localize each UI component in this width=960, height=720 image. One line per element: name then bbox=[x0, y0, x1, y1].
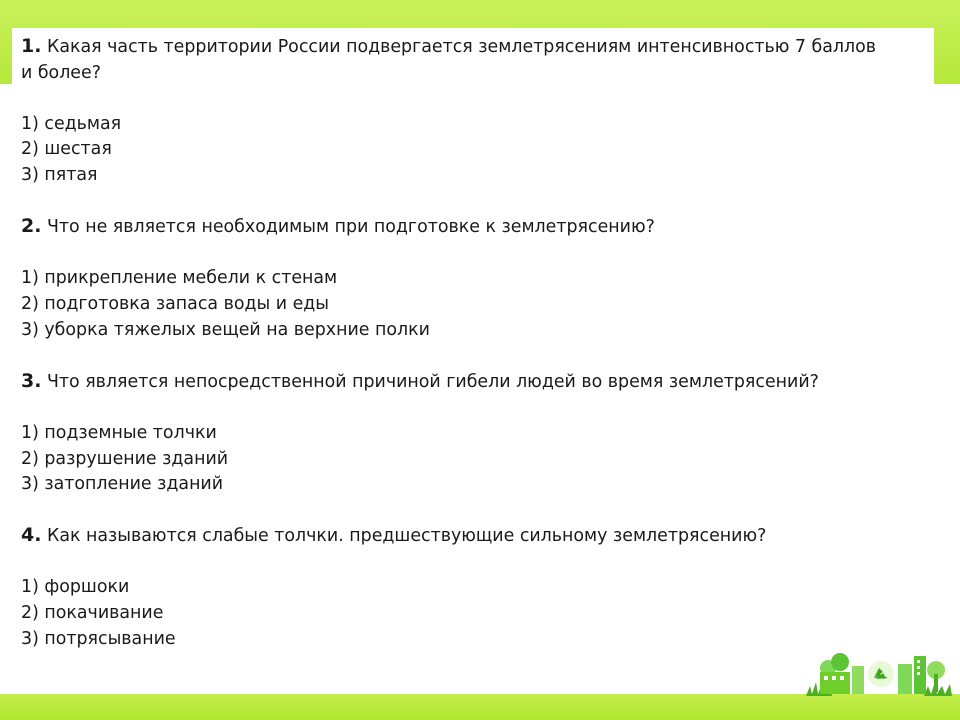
answer-option: 3) уборка тяжелых вещей на верхние полки bbox=[21, 319, 430, 340]
question-3 bbox=[21, 369, 931, 396]
answer-option: 1) седьмая bbox=[21, 113, 122, 134]
eco-recycle-city-icon bbox=[806, 648, 956, 696]
question-4 bbox=[21, 523, 931, 550]
question-text: Как называются слабые толчки. предшествующие сильному землетрясению? bbox=[46, 526, 767, 547]
answer-option: 2) подготовка запаса воды и еды bbox=[21, 293, 330, 314]
question-number: 4. bbox=[21, 524, 42, 547]
answer-option: 3) пятая bbox=[21, 164, 98, 185]
bottom-green-band bbox=[0, 694, 960, 720]
question-1 bbox=[21, 34, 931, 61]
question-text: Что является непосредственной причиной гибели людей во время землетрясений? bbox=[46, 371, 819, 392]
quiz-content bbox=[21, 34, 931, 652]
answer-option: 1) форшоки bbox=[21, 577, 130, 598]
question-text: Что не является необходимым при подготовке к землетрясению? bbox=[46, 217, 655, 238]
answer-option: 3) затопление зданий bbox=[21, 474, 224, 495]
question-2 bbox=[21, 214, 931, 241]
answer-option: 2) шестая bbox=[21, 139, 112, 160]
answer-option: 3) потрясывание bbox=[21, 628, 176, 649]
answer-option: 1) подземные толчки bbox=[21, 422, 217, 443]
question-number: 3. bbox=[21, 369, 42, 392]
question-text: Какая часть территории России подвергается землетрясениям интенсивностью 7 баллов bbox=[46, 37, 877, 57]
answer-option: 2) покачивание bbox=[21, 603, 164, 624]
question-number: 1. bbox=[21, 35, 42, 57]
question-number: 2. bbox=[21, 215, 42, 238]
answer-option: 1) прикрепление мебели к стенам bbox=[21, 268, 338, 289]
answer-option: 2) разрушение зданий bbox=[21, 448, 229, 469]
question-1-continued: и более? bbox=[21, 62, 101, 83]
